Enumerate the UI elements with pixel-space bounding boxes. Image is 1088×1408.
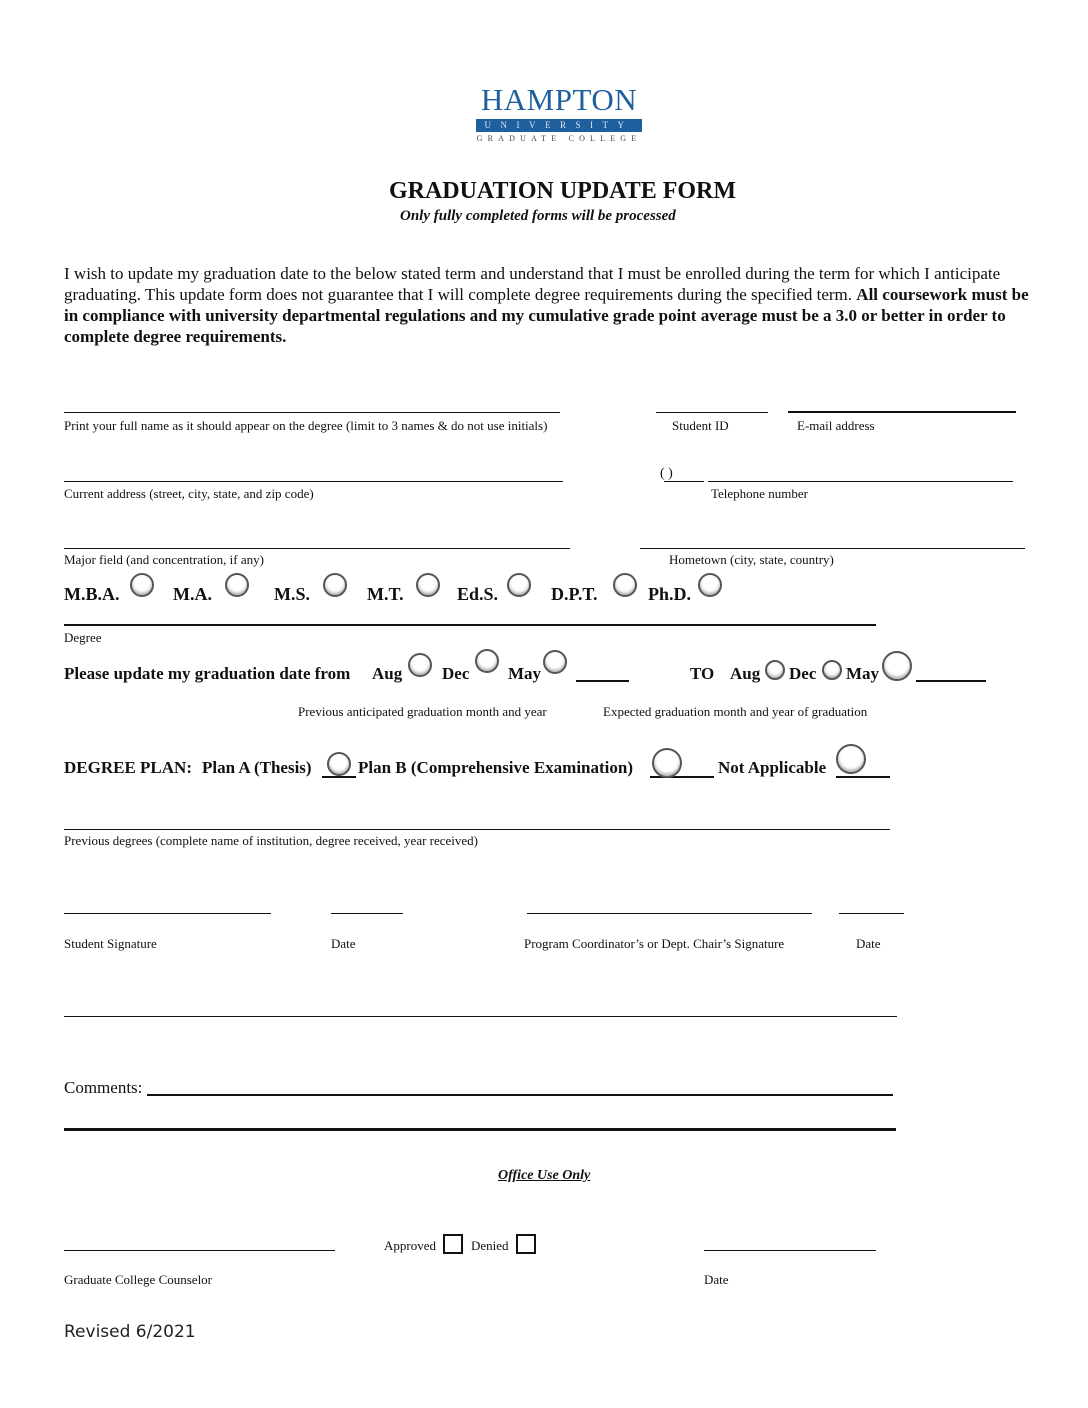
degree-radio-dpt[interactable] <box>613 573 637 597</box>
degree-line <box>64 624 876 626</box>
denied-label: Denied <box>471 1238 509 1253</box>
full-name-label: Print your full name as it should appear on the degree (limit to 3 names & do not use initials) <box>64 418 548 433</box>
plan-b-radio[interactable] <box>652 748 682 778</box>
student-signature-field[interactable] <box>64 913 271 914</box>
hampton-university-logo <box>474 84 644 143</box>
from-aug-radio[interactable] <box>408 653 432 677</box>
degree-option-phd-label: Ph.D. <box>648 584 692 604</box>
from-dec-radio[interactable] <box>475 649 499 673</box>
to-label: TO <box>690 664 715 683</box>
email-label: E-mail address <box>797 418 875 433</box>
full-name-field[interactable] <box>64 412 560 413</box>
email-field[interactable] <box>788 411 1016 413</box>
logo-college: GRADUATE COLLEGE <box>476 134 642 143</box>
from-aug-label: Aug <box>372 664 403 683</box>
hometown-field[interactable] <box>640 548 1025 549</box>
degree-radio-mba[interactable] <box>130 573 154 597</box>
coordinator-date-label: Date <box>856 936 881 951</box>
previous-date-label: Previous anticipated graduation month and year <box>298 704 547 719</box>
degree-option-ms-label: M.S. <box>274 584 310 604</box>
logo-university: UNIVERSITY <box>476 119 642 132</box>
phone-label: Telephone number <box>711 486 808 501</box>
degree-option-dpt-label: D.P.T. <box>551 584 598 604</box>
student-date-label: Date <box>331 936 356 951</box>
comments-second-line[interactable] <box>64 1128 896 1131</box>
degree-radio-ms[interactable] <box>323 573 347 597</box>
student-signature-label: Student Signature <box>64 936 157 951</box>
not-applicable-label: Not Applicable <box>718 758 827 777</box>
coordinator-signature-field[interactable] <box>527 913 812 914</box>
coordinator-date-field[interactable] <box>839 913 904 914</box>
comments-label: Comments: <box>64 1078 143 1097</box>
not-applicable-blank <box>836 776 890 778</box>
office-use-title: Office Use Only <box>498 1168 591 1183</box>
degree-plan-label: DEGREE PLAN: <box>64 758 192 777</box>
expected-date-label: Expected graduation month and year of graduation <box>603 704 868 719</box>
to-aug-label: Aug <box>730 664 761 683</box>
from-dec-label: Dec <box>442 664 470 683</box>
plan-b-label: Plan B (Comprehensive Examination) <box>358 758 634 777</box>
revised-date: Revised 6/2021 <box>64 1322 196 1342</box>
degree-option-mt-label: M.T. <box>367 584 404 604</box>
plan-a-label: Plan A (Thesis) <box>202 758 312 777</box>
intro-paragraph <box>64 263 1029 347</box>
counselor-signature-field[interactable] <box>64 1250 335 1251</box>
phone-field[interactable] <box>708 481 1013 482</box>
previous-degrees-field[interactable] <box>64 829 890 830</box>
approved-label: Approved <box>384 1238 436 1253</box>
approved-checkbox[interactable] <box>443 1234 463 1254</box>
office-date-field[interactable] <box>704 1250 876 1251</box>
degree-option-eds-label: Ed.S. <box>457 584 499 604</box>
phone-area-code-parens: ( ) <box>660 466 673 481</box>
to-aug-radio[interactable] <box>765 660 785 680</box>
phone-area-code-field[interactable] <box>664 481 704 482</box>
comments-field[interactable] <box>147 1094 893 1096</box>
to-year-field[interactable] <box>916 680 986 682</box>
intro-text-bold: All coursework must be in compliance with university departmental regulations and my cumulative grade point average must be a 3.0 or better in order to complete degree requirements. <box>64 285 1029 346</box>
to-dec-radio[interactable] <box>822 660 842 680</box>
address-label: Current address (street, city, state, and zip code) <box>64 486 314 501</box>
from-may-radio[interactable] <box>543 650 567 674</box>
degree-radio-phd[interactable] <box>698 573 722 597</box>
separator-line <box>64 1016 897 1017</box>
student-id-field[interactable] <box>656 412 768 413</box>
update-from-label: Please update my graduation date from <box>64 664 351 683</box>
degree-option-mba-label: M.B.A. <box>64 584 120 604</box>
intro-text: I wish to update my graduation date to the below stated term and understand that I must be enrolled during the term for which I anticipate graduating. This update form does not guarantee that I will complete degree requirements during the specified term. <box>64 264 1001 304</box>
page-title: GRADUATION UPDATE FORM <box>388 178 737 204</box>
major-field[interactable] <box>64 548 570 549</box>
to-dec-label: Dec <box>789 664 817 683</box>
logo-name: HAMPTON <box>480 82 638 117</box>
student-id-label: Student ID <box>672 418 729 433</box>
degree-radio-ma[interactable] <box>225 573 249 597</box>
hometown-label: Hometown (city, state, country) <box>669 552 834 567</box>
to-may-label: May <box>846 664 880 683</box>
degree-radio-eds[interactable] <box>507 573 531 597</box>
degree-label: Degree <box>64 630 102 645</box>
plan-a-radio[interactable] <box>327 752 351 776</box>
degree-option-ma-label: M.A. <box>173 584 212 604</box>
degree-radio-mt[interactable] <box>416 573 440 597</box>
from-may-label: May <box>508 664 542 683</box>
not-applicable-radio[interactable] <box>836 744 866 774</box>
previous-degrees-label: Previous degrees (complete name of institution, degree received, year received) <box>64 833 479 848</box>
plan-a-blank <box>322 776 356 778</box>
address-field[interactable] <box>64 481 563 482</box>
student-date-field[interactable] <box>331 913 403 914</box>
page-subtitle: Only fully completed forms will be processed <box>400 208 676 224</box>
coordinator-signature-label: Program Coordinator’s or Dept. Chair’s Signature <box>524 936 785 951</box>
to-may-radio[interactable] <box>882 651 912 681</box>
from-year-field[interactable] <box>576 680 629 682</box>
office-date-label: Date <box>704 1272 729 1287</box>
counselor-label: Graduate College Counselor <box>64 1272 213 1287</box>
major-label: Major field (and concentration, if any) <box>64 552 264 567</box>
denied-checkbox[interactable] <box>516 1234 536 1254</box>
